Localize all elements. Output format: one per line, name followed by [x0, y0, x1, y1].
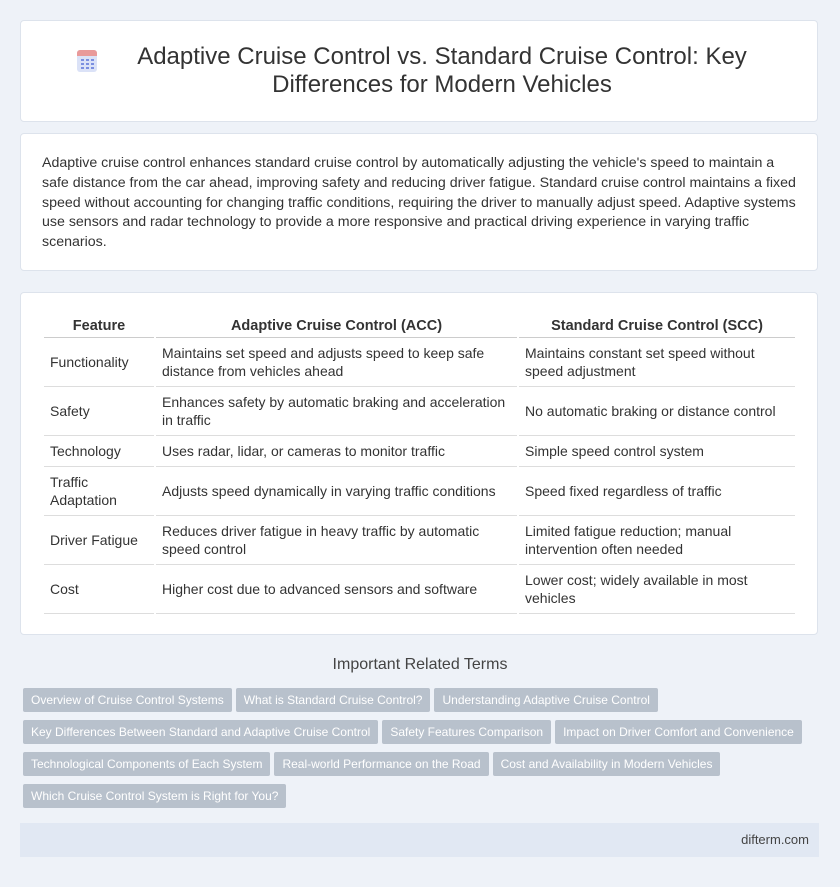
related-term-tag[interactable]: Safety Features Comparison: [382, 720, 551, 744]
column-header-acc: Adaptive Cruise Control (ACC): [156, 313, 517, 338]
table-row: [44, 387, 795, 436]
title-row: [21, 43, 817, 99]
acc-cell: Higher cost due to advanced sensors and software: [156, 565, 517, 614]
feature-cell: Safety: [44, 387, 154, 436]
table-row: [44, 516, 795, 565]
related-term-tag[interactable]: Understanding Adaptive Cruise Control: [434, 688, 657, 712]
related-terms-list: [23, 688, 823, 816]
header-card: [20, 20, 818, 122]
related-term-tag[interactable]: Impact on Driver Comfort and Convenience: [555, 720, 802, 744]
column-header-feature: Feature: [44, 313, 154, 338]
page-title: Adaptive Cruise Control vs. Standard Cruise Control: Key Differences for Modern Vehicles: [137, 43, 747, 98]
acc-cell: Enhances safety by automatic braking and acceleration in traffic: [156, 387, 517, 436]
intro-card: [20, 133, 818, 271]
document-list-icon: [76, 49, 98, 73]
scc-cell: Limited fatigue reduction; manual intervention often needed: [519, 516, 795, 565]
related-term-tag[interactable]: Real-world Performance on the Road: [274, 752, 488, 776]
feature-cell: Cost: [44, 565, 154, 614]
related-term-tag[interactable]: Which Cruise Control System is Right for You?: [23, 784, 286, 808]
scc-cell: Simple speed control system: [519, 436, 795, 467]
acc-cell: Adjusts speed dynamically in varying traffic conditions: [156, 467, 517, 516]
scc-cell: Maintains constant set speed without speed adjustment: [519, 338, 795, 387]
acc-cell: Uses radar, lidar, or cameras to monitor traffic: [156, 436, 517, 467]
footer: [20, 823, 819, 857]
table-row: [44, 338, 795, 387]
table-row: [44, 436, 795, 467]
related-term-tag[interactable]: Technological Components of Each System: [23, 752, 270, 776]
related-term-tag[interactable]: Key Differences Between Standard and Adaptive Cruise Control: [23, 720, 378, 744]
table-row: [44, 565, 795, 614]
related-term-tag[interactable]: Cost and Availability in Modern Vehicles: [493, 752, 721, 776]
scc-cell: Speed fixed regardless of traffic: [519, 467, 795, 516]
acc-cell: Reduces driver fatigue in heavy traffic by automatic speed control: [156, 516, 517, 565]
scc-cell: Lower cost; widely available in most vehicles: [519, 565, 795, 614]
feature-cell: Functionality: [44, 338, 154, 387]
comparison-table-card: [20, 292, 818, 635]
feature-cell: Driver Fatigue: [44, 516, 154, 565]
related-terms-title: Important Related Terms: [332, 656, 508, 673]
comparison-table: [42, 313, 797, 614]
table-row: [44, 467, 795, 516]
scc-cell: No automatic braking or distance control: [519, 387, 795, 436]
feature-cell: Traffic Adaptation: [44, 467, 154, 516]
column-header-scc: Standard Cruise Control (SCC): [519, 313, 795, 338]
related-term-tag[interactable]: Overview of Cruise Control Systems: [23, 688, 232, 712]
related-term-tag[interactable]: What is Standard Cruise Control?: [236, 688, 431, 712]
acc-cell: Maintains set speed and adjusts speed to keep safe distance from vehicles ahead: [156, 338, 517, 387]
footer-site-link[interactable]: difterm.com: [741, 832, 809, 847]
feature-cell: Technology: [44, 436, 154, 467]
intro-paragraph: Adaptive cruise control enhances standard cruise control by automatically adjusting the vehicle's speed to maintain a safe distance from the car ahead, improving safety and reducing driver fatigue. Standard cruise control maintains a fixed speed without accounting for changing traffic conditions, requiring the driver to manually adjust speed. Adaptive systems use sensors and radar technology to provide a more responsive and practical driving experience in varying traffic scenarios.: [42, 155, 796, 251]
